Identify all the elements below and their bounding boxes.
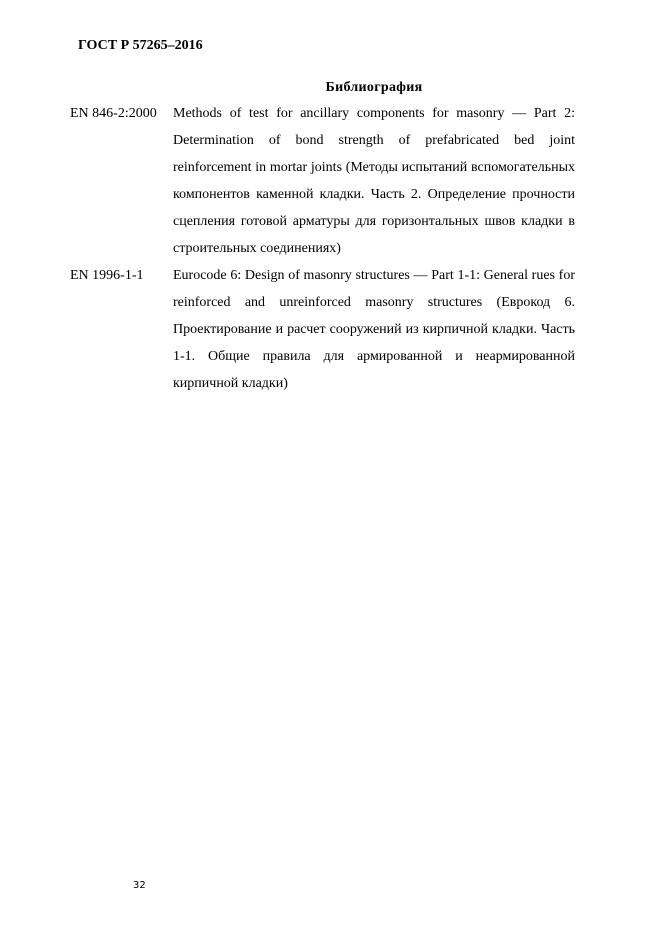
bibliography-text: Methods of test for ancillary components for masonry — Part 2: Determination of bond strength of prefabricated bed joint reinforcement in mortar joints (Методы испытаний вспомогательных компонентов каменной кладки. Часть 2. Определение прочности сцепления готовой арматуры для горизонтальных швов кладки в строительных соединениях) <box>173 106 575 256</box>
bibliography-list <box>70 100 575 397</box>
page-number: 32 <box>133 880 146 891</box>
bibliography-entry <box>70 100 575 262</box>
bibliography-entry <box>70 262 575 397</box>
bibliography-text: Eurocode 6: Design of masonry structures — Part 1-1: General rues for reinforced and unreinforced masonry structures (Еврокод 6. Проектирование и расчет сооружений из кирпичной кладки. Часть 1-1. Общие правила для армированной и неармированной кирпичной кладки) <box>173 268 575 391</box>
bibliography-title: Библиография <box>325 80 423 95</box>
document-code: ГОСТ Р 57265–2016 <box>78 38 203 53</box>
bibliography-ref: EN 1996-1-1 <box>70 268 144 283</box>
bibliography-ref: EN 846-2:2000 <box>70 106 157 121</box>
